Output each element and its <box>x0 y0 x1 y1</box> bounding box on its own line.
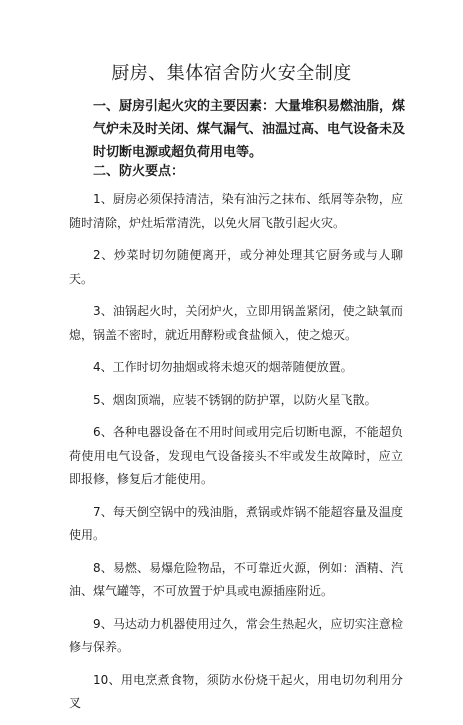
list-item: 5、烟囱顶端，应装不锈钢的防护罩，以防火星飞散。 <box>93 392 377 407</box>
list-item: 3、油锅起火时，关闭炉火，立即用锅盖紧闭，使之缺氧而熄，锅盖不密时，就近用酵粉或食盐倾入，使之熄灭。 <box>69 304 403 342</box>
list-item: 4、工作时切勿抽烟或将未熄灭的烟蒂随便放置。 <box>93 360 353 374</box>
prevention-list <box>69 188 403 725</box>
section-text: 一、厨房引起火灾的主要因素：大量堆积易燃油脂，煤气炉未及时关闭、煤气漏气、油温过高、电气设备未及时切断电源或超负荷用电等。 <box>93 99 406 160</box>
document-title: 厨房、集体宿舍防火安全制度 <box>111 63 352 84</box>
list-item: 9、马达动力机器使用过久，常会生热起火，应切实注意检修与保养。 <box>69 616 403 654</box>
list-item: 6、各种电器设备在不用时间或用完后切断电源，不能超负荷使用电气设备，发现电气设备接头不牢或发生故障时，应立即报修，修复后才能使用。 <box>69 425 403 486</box>
section-heading-causes <box>69 95 409 164</box>
list-item: 8、易燃、易爆危险物品，不可靠近火源，例如：酒精、汽油、煤气罐等，不可放置于炉具或电源插座附近。 <box>69 560 403 598</box>
list-item: 1、厨房必须保持清洁，染有油污之抹布、纸屑等杂物，应随时清除，炉灶垢常清洗，以免火屑飞散引起火灾。 <box>69 192 403 230</box>
section-heading-prevention: 二、防火要点： <box>93 164 185 179</box>
list-item: 10、用电烹煮食物，须防水份烧干起火，用电切勿利用分叉 <box>69 672 403 710</box>
list-item: 7、每天倒空锅中的残油脂，煮锅或炸锅不能超容量及温度使用。 <box>69 504 403 542</box>
list-item: 2、炒菜时切勿随便离开，或分神处理其它厨务或与人聊天。 <box>69 248 403 286</box>
